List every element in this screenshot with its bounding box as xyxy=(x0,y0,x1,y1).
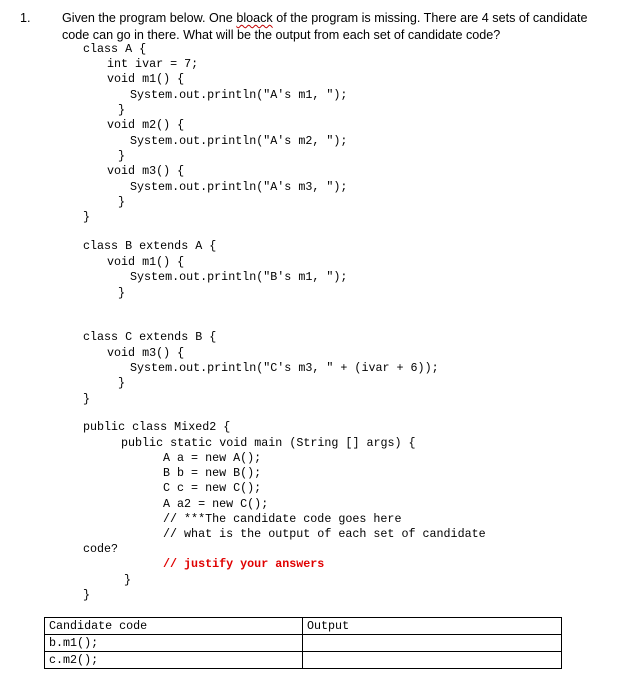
code-line: System.out.println("A's m3, "); xyxy=(130,180,348,194)
code-line: void m3() { xyxy=(107,164,185,178)
table-header-row xyxy=(45,618,562,635)
question-text-part1: Given the program below. One xyxy=(62,11,237,25)
output-cell[interactable] xyxy=(303,652,562,669)
code-line: System.out.println("A's m1, "); xyxy=(130,88,348,102)
table-row xyxy=(45,635,562,652)
code-line: A a = new A(); xyxy=(163,451,262,465)
misspelled-word: bloack xyxy=(236,11,273,25)
code-line: B b = new B(); xyxy=(163,466,262,480)
question-text-part2: of the program is missing. There are 4 sets of candidate code can go in there. What will be the output from each set of candidate code? xyxy=(62,11,588,42)
code-comment-highlight: // justify your answers xyxy=(163,557,325,571)
output-cell[interactable] xyxy=(303,635,562,652)
candidate-code-cell: b.m1(); xyxy=(45,635,303,652)
code-line: void m2() { xyxy=(107,118,185,132)
code-line: System.out.println("B's m1, "); xyxy=(130,270,348,284)
code-line: A a2 = new C(); xyxy=(163,497,269,511)
code-line: } xyxy=(83,392,91,406)
table-header-cell: Candidate code xyxy=(45,618,303,635)
code-line: void m3() { xyxy=(107,346,185,360)
code-line: } xyxy=(83,210,91,224)
table-row xyxy=(45,652,562,669)
code-line: public class Mixed2 { xyxy=(83,420,231,434)
code-line: } xyxy=(83,588,91,602)
code-line: } xyxy=(118,149,126,163)
code-line: class C extends B { xyxy=(83,330,217,344)
code-line: // ***The candidate code goes here xyxy=(163,512,402,526)
code-line: class B extends A { xyxy=(83,239,217,253)
code-line: C c = new C(); xyxy=(163,481,262,495)
code-line: } xyxy=(118,195,126,209)
candidate-code-cell: c.m2(); xyxy=(45,652,303,669)
code-line: System.out.println("A's m2, "); xyxy=(130,134,348,148)
table-header-cell: Output xyxy=(303,618,562,635)
code-line: } xyxy=(118,103,126,117)
code-line: // what is the output of each set of candidate xyxy=(163,527,486,541)
code-line: void m1() { xyxy=(107,72,185,86)
code-line: } xyxy=(124,573,132,587)
code-line: int ivar = 7; xyxy=(107,57,199,71)
code-line: void m1() { xyxy=(107,255,185,269)
code-line: code? xyxy=(83,542,119,556)
code-line: public static void main (String [] args) { xyxy=(121,436,416,450)
question-text xyxy=(62,10,610,44)
code-line: } xyxy=(118,376,126,390)
code-line: System.out.println("C's m3, " + (ivar + 6)); xyxy=(130,361,439,375)
question-number: 1. xyxy=(20,11,31,25)
code-line: } xyxy=(118,286,126,300)
answer-table xyxy=(44,617,562,669)
code-line: class A { xyxy=(83,42,147,56)
